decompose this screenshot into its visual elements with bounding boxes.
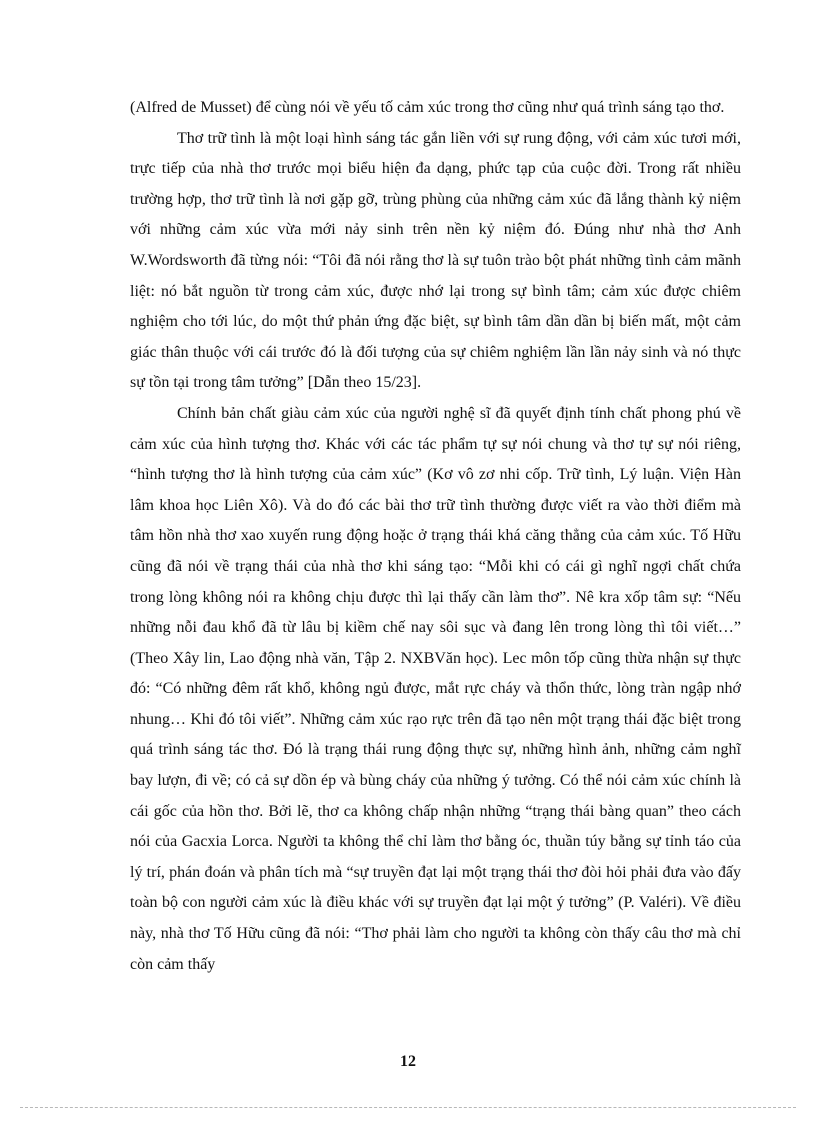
page-number: 12 [400,1053,416,1070]
paragraph-1: (Alfred de Musset) để cùng nói về yếu tố cảm xúc trong thơ cũng như quá trình sáng tạo thơ. [130,99,725,116]
paragraph-2: Thơ trữ tình là một loại hình sáng tác gắn liền với sự rung động, với cảm xúc tươi mới, trực tiếp của nhà thơ trước mọi biểu hiện đa dạng, phức tạp của cuộc đời. Trong rất nhiều trường hợp, thơ trữ tình là nơi gặp gỡ, trùng phùng của những cảm xúc đã lắng thành kỷ niệm với những cảm xúc vừa mới nảy sinh trên nền kỷ niệm đó. Đúng như nhà thơ Anh W.Wordsworth đã từng nói: “Tôi đã nói rằng thơ là sự tuôn trào bột phát những tình cảm mãnh liệt: nó bắt nguồn từ trong cảm xúc, được nhớ lại trong sự bình tâm; cảm xúc được chiêm nghiệm cho tới lúc, do một thứ phản ứng đặc biệt, sự bình tâm dần dần bị biến mất, một cảm giác thân thuộc với cái trước đó là đối tượng của sự chiêm nghiệm lần lần nảy sinh và nó thực sự tồn tại trong tâm tưởng” [Dẫn theo 15/23]. [130,129,741,392]
paragraph-3: Chính bản chất giàu cảm xúc của người nghệ sĩ đã quyết định tính chất phong phú về cảm xúc của hình tượng thơ. Khác với các tác phẩm tự sự nói chung và thơ tự sự nói riêng, “hình tượng thơ là hình tượng của cảm xúc” (Kơ vô zơ nhi cốp. Trữ tình, Lý luận. Viện Hàn lâm khoa học Liên Xô). Và do đó các bài thơ trữ tình thường được viết ra vào thời điểm mà tâm hồn nhà thơ xao xuyến rung động hoặc ở trạng thái khá căng thẳng của cảm xúc. Tố Hữu cũng đã nói về trạng thái của nhà thơ khi sáng tạo: “Mỗi khi có cái gì nghĩ ngợi chất chứa trong lòng không nói ra không chịu được thì lại thấy cần làm thơ”. Nê kra xốp tâm sự: “Nếu những nỗi đau khổ đã từ lâu bị kiềm chế nay sôi sục và đang lên trong lòng thì tôi viết…” (Theo Xây lin, Lao động nhà văn, Tập 2. NXBVăn học). Lec môn tốp cũng thừa nhận sự thực đó: “Có những đêm rất khổ, không ngủ được, mắt rực cháy và thổn thức, lòng tràn ngập nhớ nhung… Khi đó tôi viết”. Những cảm xúc rạo rực trên đã tạo nên một trạng thái đặc biệt trong quá trình sáng tác thơ. Đó là trạng thái rung động thực sự, những hình ảnh, những cảm nghĩ bay lượn, đi về; có cả sự dồn ép và bùng cháy của những ý tưởng. Có thể nói cảm xúc chính là cái gốc của hồn thơ. Bởi lẽ, thơ ca không chấp nhận những “trạng thái bàng quan” theo cách nói của Gacxia Lorca. Người ta không thể chỉ làm thơ bằng óc, thuần túy bằng sự tỉnh táo của lý trí, phán đoán và phân tích mà “sự truyền đạt lại một trạng thái thơ đòi hỏi phải đưa vào đấy toàn bộ con người cảm xúc là điều khác với sự truyền đạt lại một ý tưởng” (P. Valéri). Về điều này, nhà thơ Tố Hữu cũng đã nói: “Thơ phải làm cho người ta không còn thấy câu thơ mà chỉ còn cảm thấy [130,404,741,973]
page-bottom-divider [20,1107,796,1108]
page-body [130,93,741,980]
